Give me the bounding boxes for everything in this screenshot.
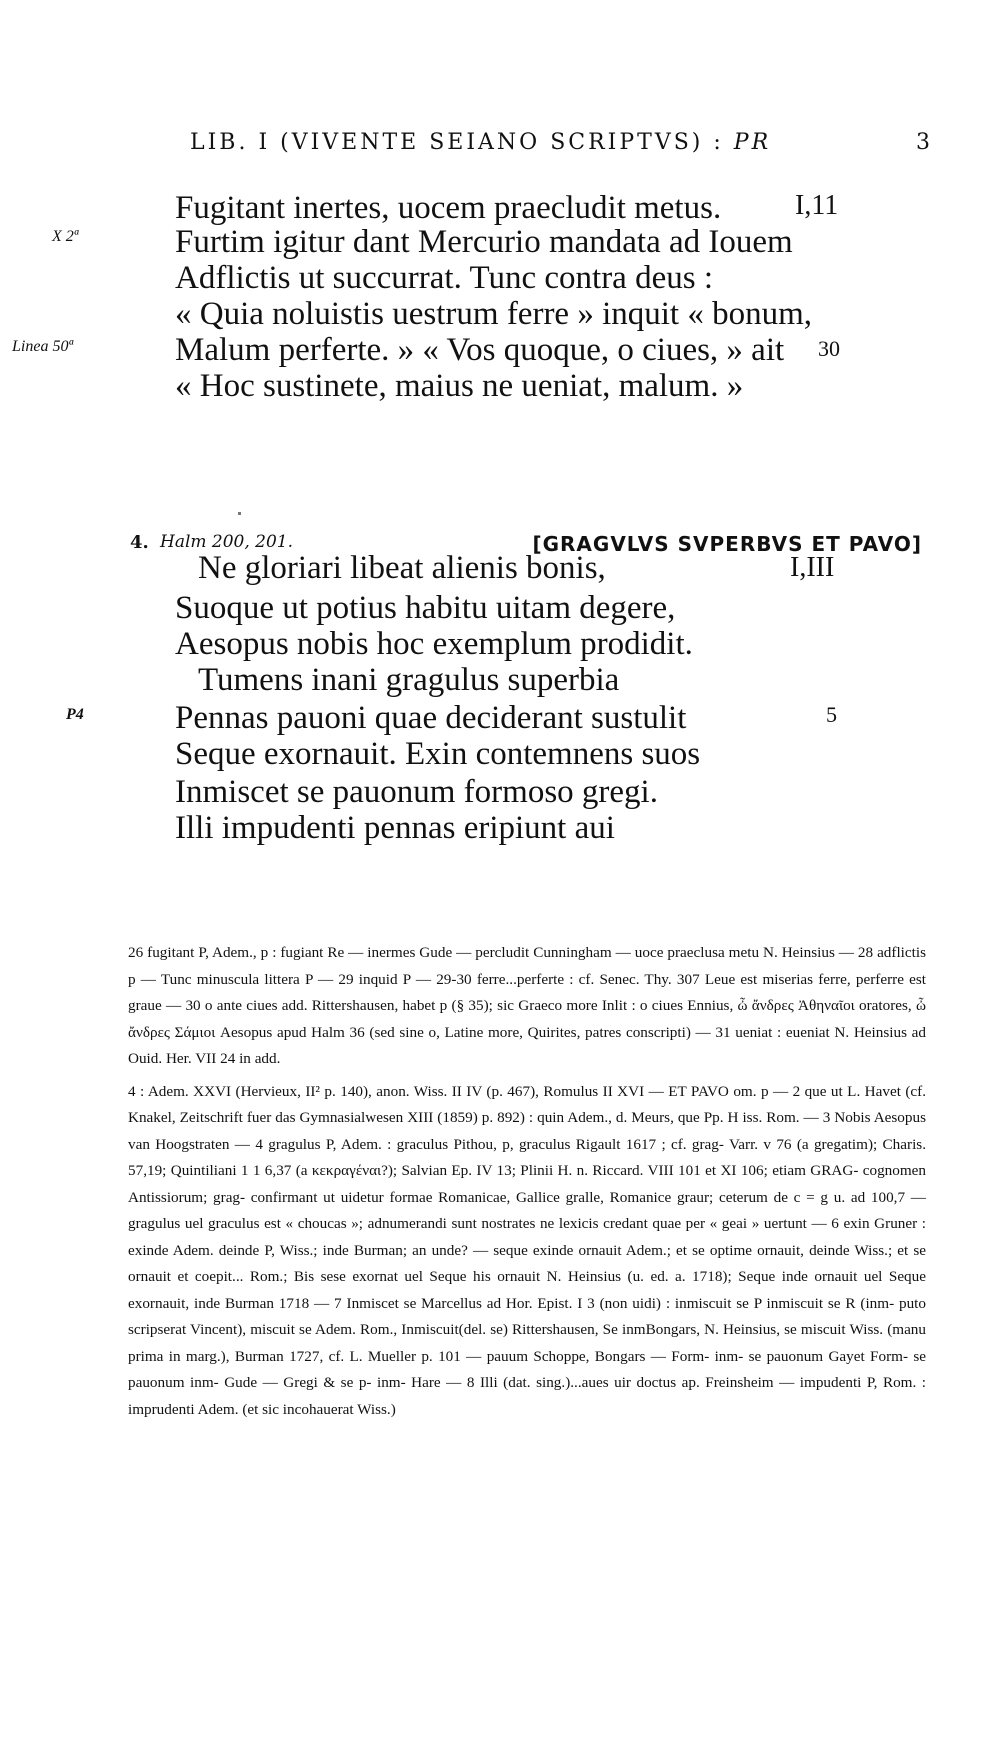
- verse-line: Aesopus nobis hoc exemplum prodidit.: [175, 626, 693, 662]
- margin-note: X 2ª: [52, 228, 79, 245]
- verse-line: Furtim igitur dant Mercurio mandata ad Iouem: [175, 224, 793, 260]
- running-title-suffix: PR: [733, 130, 772, 155]
- critical-apparatus: [128, 940, 926, 1429]
- running-title: [190, 130, 771, 155]
- verse-line: Suoque ut potius habitu uitam degere,: [175, 590, 676, 626]
- verse-line: Malum perferte. » « Vos quoque, o ciues, » ait: [175, 332, 785, 368]
- verse-line: Fugitant inertes, uocem praecludit metus.: [175, 190, 722, 226]
- apparatus-entry: 26 fugitant P, Adem., p : fugiant Re — inermes Gude — percludit Cunningham — uoce praeclusa metu N. Heinsius — 28 adflictis p — Tunc minuscula littera P — 29 inquid P — 29-30 ferre...perferte : cf. Senec. Thy. 307 Leue est miserias ferre, perferre est graue — 30 o ante ciues add. Rittershausen, habet p (§ 35); sic Graeco more Inlit : o ciues Ennius, ὦ ἄνδρες Ἀθηναῖοι oratores, ὦ ἄνδρες Σάμιοι Aesopus apud Halm 36 (sed sine o, Latine more, Quirites, patres conscripti) — 31 ueniat : eueniat N. Heinsius ad Ouid. Her. VII 24 in add.: [128, 944, 926, 1067]
- poem-number: 4.: [130, 532, 149, 553]
- verse-line: Adflictis ut succurrat. Tunc contra deus :: [175, 260, 713, 296]
- verse-ref: I,11: [795, 190, 839, 221]
- verse-line: « Quia noluistis uestrum ferre » inquit « bonum,: [175, 296, 813, 332]
- verse-line: « Hoc sustinete, maius ne ueniat, malum. »: [175, 368, 744, 404]
- verse-line: Seque exornauit. Exin contemnens suos: [175, 736, 701, 772]
- verse-line: Pennas pauoni quae deciderant sustulit: [175, 700, 687, 736]
- verse-ref: I,III: [790, 552, 835, 583]
- margin-note: P4: [66, 706, 84, 723]
- verse-line: Illi impudenti pennas eripiunt aui: [175, 810, 615, 846]
- poem-source-text: Halm 200, 201.: [160, 532, 294, 552]
- verse-line: Inmiscet se pauonum formoso gregi.: [175, 774, 658, 810]
- verse-line: Tumens inani gragulus superbia: [198, 662, 620, 698]
- line-number: 30: [818, 336, 840, 361]
- margin-note: Linea 50ª: [12, 338, 73, 355]
- apparatus-entry: 4 : Adem. XXVI (Hervieux, II² p. 140), anon. Wiss. II IV (p. 467), Romulus II XVI — ET PAVO om. p — 2 que ut L. Havet (cf. Knakel, Zeitschrift fuer das Gymnasialwesen XIII (1859) p. 892) : quin Adem., d. Meurs, que Pp. H iss. Rom. — 3 Nobis Aesopus van Hoogstraten — 4 gragulus P, Adem. : graculus Pithou, p, graculus Rigault 1617 ; cf. grag- Varr. v 76 (a gregatim); Charis. 57,19; Quintiliani 1 1 6,37 (a κεκραγέναι?); Salvian Ep. IV 13; Plinii H. n. Riccard. VIII 101 et XI 106; etiam GRAG- cognomen Antissiorum; grag- confirmant ut uidetur formae Romanicae, Gallice gralle, Romanice graur; ceterum de c = g u. ad 100,7 — gragulus uel graculus est « choucas »; adnumerandi sunt nostrates ne lexicis credant quae per « geai » uertunt — 6 exin Gruner : exinde Adem. deinde P, Wiss.; inde Burman; an unde? — seque exinde ornauit Adem.; et se optime ornauit, deinde Wiss.; et se ornauit et coepit... Rom.; Bis sese exornat uel Seque his ornauit N. Heinsius (u. ed. a. 1718); Seque inde ornauit uel Seque exornauit, inde Burman 1718 — 7 Inmiscet se Marcellus ad Hor. Epist. I 3 (non uidi) : inmiscuit se P inmiscuit se R (inm- puto scripserat Vincent), miscuit se Adem. Rom., Inmiscuit(del. se) Rittershausen, Se inmBongars, N. Heinsius, se miscuit Wiss. (manu prima in marg.), Burman 1727, cf. L. Mueller p. 101 — pauum Schoppe, Bongars — Form- inm- se pauonum Gayet Form- se pauonum inm- Gude — Gregi & se p- inm- Hare — 8 Illi (dat. sing.)...aues uir doctus ap. Freinsheim — impudenti P, Rom. : imprudenti Adem. (et sic incohauerat Wiss.): [128, 1082, 926, 1418]
- verse-line: Ne gloriari libeat alienis bonis,: [198, 550, 606, 586]
- page-number: 3: [916, 130, 930, 155]
- stray-mark: [238, 512, 241, 515]
- line-number: 5: [826, 702, 837, 727]
- poem-title: [GRAGVLVS SVPERBVS ET PAVO]: [532, 532, 922, 556]
- running-title-text: LIB. I (VIVENTE SEIANO SCRIPTVS) :: [190, 130, 724, 155]
- running-header: [190, 130, 930, 166]
